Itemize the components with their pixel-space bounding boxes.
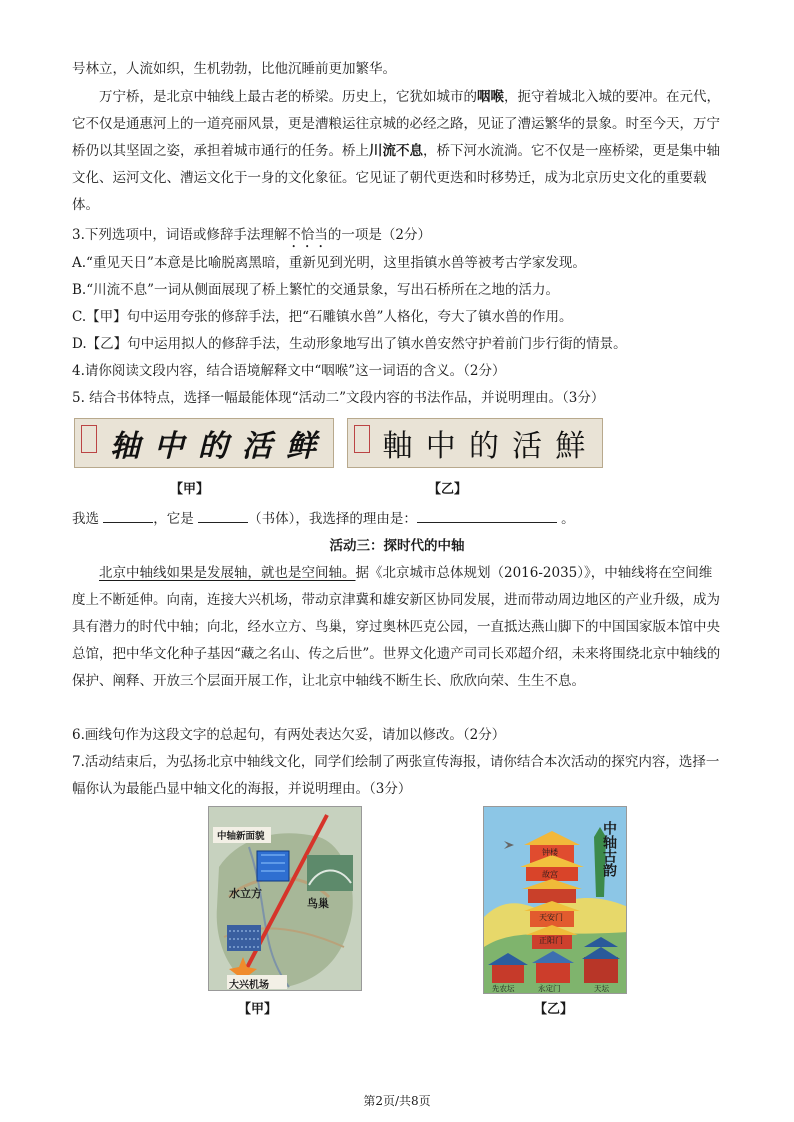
calligraphy-char: 軸 [382,429,413,464]
poster-yi [483,806,627,994]
poster-yi-xiannongtan-label: 先农坛 [492,984,515,993]
question-4-stem: 4.请你阅读文段内容，结合语境解释文中“咽喉”这一词语的含义。（2分） [72,363,506,379]
question-7-stem: 7.活动结束后，为弘扬北京中轴线文化，同学们绘制了两张宣传海报，请你结合本次活动的探究内容，选择一幅你认为最能凸显中轴文化的海报，并说明理由。（3分） [72,754,720,797]
question-5-answer-line: 我选 ，它是 （书体），我选择的理由是： 。 [72,506,722,533]
emphasis-not-appropriate: 不恰当 [287,227,328,243]
poster-yi-tiananmen-label: 天安门 [539,913,563,922]
passage-line-continued: 号林立，人流如织，生机勃勃，比他沉睡前更加繁华。 [72,61,396,77]
calligraphy-char: 鲜 [286,429,316,464]
activity-3-title: 活动三：探时代的中轴 [329,538,465,554]
calligraphy-char: 中 [154,429,184,464]
poster-label-yi: 【乙】 [534,1002,574,1017]
calligraphy-jia [74,418,334,468]
question-3-option-d: D.【乙】句中运用拟人的修辞手法，生动形象地写出了镇水兽安然守护着前门步行街的情景。 [72,336,627,352]
calligraphy-char: 鮮 [555,429,586,464]
poster-jia-title: 中轴新面貌 [217,831,265,842]
answer-blank[interactable] [417,508,557,523]
calligraphy-seal-icon [81,425,97,453]
poster-yi-yongdingmen-label: 永定门 [538,984,561,993]
activity-3-passage: 北京中轴线如果是发展轴，就也是空间轴。据《北京城市总体规划（2016-2035）》，中轴线将在空间维度上不断延伸。向南，连接大兴机场，带动京津冀和雄安新区协同发展，进而带动周边地区的产业升级，成为具有潜力的时代中轴；向北，经水立方、鸟巢，穿过奥林匹克公园，一直抵达燕山脚下的中国国家版本馆中央总馆，把中华文化种子基因“藏之名山、传之后世”。世界文化遗产司司长邓超介绍，未来将围绕北京中轴线的保护、阐释、开放三个层面开展工作，让北京中轴线不断生长、欣欣向荣、生生不息。 [72,565,721,689]
question-3-option-b: B.“川流不息”一词从侧面展现了桥上繁忙的交通景象，写出石桥所在之地的活力。 [72,282,560,298]
calligraphy-char: 的 [468,429,499,464]
page-footer: 第2页/共8页 [363,1094,431,1108]
question-3-option-a: A.“重见天日”本意是比喻脱离黑暗，重新见到光明，这里指镇水兽等被考古学家发现。 [72,255,586,271]
calligraphy-yi [347,418,603,468]
calligraphy-char: 中 [425,429,456,464]
poster-jia-airport-label: 大兴机场 [229,980,269,991]
question-3-option-c: C.【甲】句中运用夸张的修辞手法，把“石雕镇水兽”人格化，夸大了镇水兽的作用。 [72,309,573,325]
calligraphy-label-jia: 【甲】 [170,482,210,497]
calligraphy-seal-icon [354,425,370,453]
bold-word-chuanliu: 川流不息 [369,143,423,159]
calligraphy-char: 活 [242,429,272,464]
poster-yi-tiantan-label: 天坛 [594,984,609,993]
poster-yi-bell-tower-label: 钟楼 [542,848,558,857]
calligraphy-char: 活 [512,429,543,464]
poster-yi-title: 中轴古韵 [601,821,617,877]
underlined-sentence: 北京中轴线如果是发展轴，就也是空间轴。 [99,565,356,581]
poster-jia [208,806,362,991]
calligraphy-label-yi: 【乙】 [428,482,468,497]
question-5-stem: 5. 结合书体特点，选择一幅最能体现“活动二”文段内容的书法作品，并说明理由。（3分） [72,390,605,406]
poster-jia-birds-nest-label: 鸟巢 [307,897,329,910]
calligraphy-char: 轴 [110,429,140,464]
passage-wanning-bridge: 万宁桥，是北京中轴线上最古老的桥梁。历史上，它犹如城市的咽喉，扼守着城北入城的要冲。在元代，它不仅是通惠河上的一道亮丽风景，更是漕粮运往京城的必经之路，见证了漕运繁华的景象。时至今天，万宁桥仍以其坚固之姿，承担着城市通行的任务。桥上川流不息，桥下河水流淌。它不仅是一座桥梁，更是集中轴文化、运河文化、漕运文化于一身的文化象征。它见证了朝代更迭和时移势迁，成为北京历史文化的重要载体。 [72,89,720,213]
answer-blank[interactable] [198,508,248,523]
poster-yi-palace-label: 故宫 [542,870,558,879]
poster-label-jia: 【甲】 [238,1002,278,1017]
question-3-stem: 3.下列选项中，词语或修辞手法理解不恰当的一项是（2分） [72,227,431,243]
question-6-stem: 6.画线句作为这段文字的总起句，有两处表达欠妥，请加以修改。（2分） [72,727,506,743]
calligraphy-char: 的 [198,429,228,464]
bold-word-throat: 咽喉 [477,89,504,105]
poster-yi-zhengyangmen-label: 正阳门 [539,936,563,945]
answer-blank[interactable] [103,508,153,523]
poster-jia-water-cube-label: 水立方 [229,887,262,900]
